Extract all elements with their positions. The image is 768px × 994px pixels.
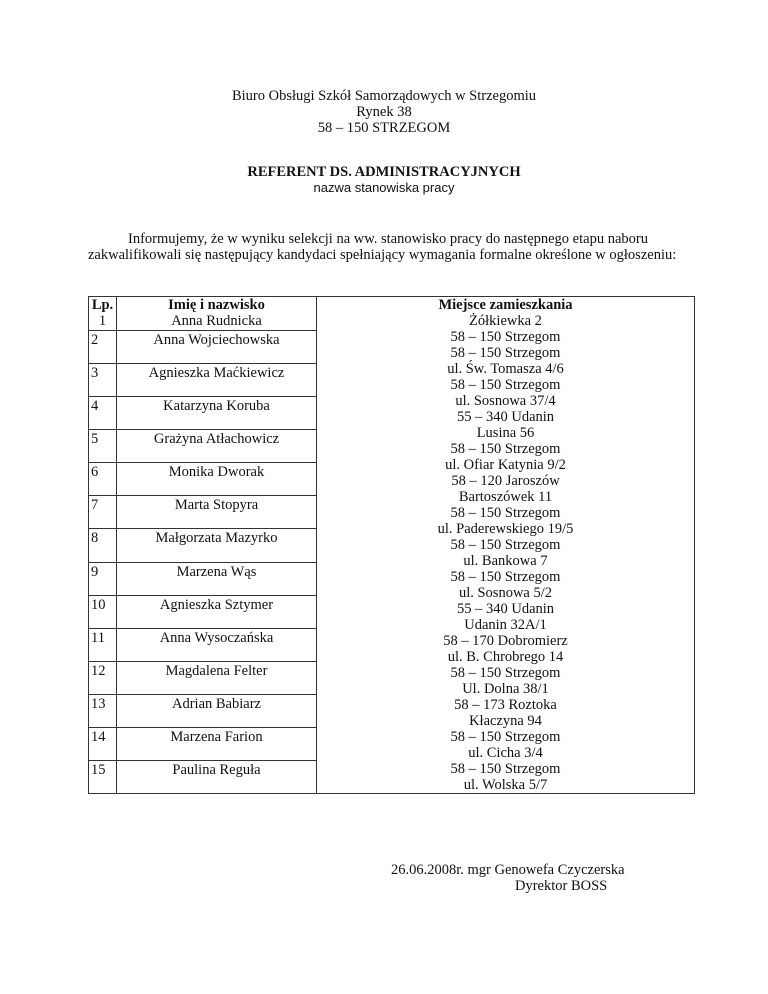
row-number-cell: [89, 760, 117, 793]
row-number: 5: [91, 431, 99, 448]
address-line: 58 – 170 Dobromierz: [443, 633, 568, 649]
address-line: 58 – 120 Jaroszów: [451, 473, 560, 489]
row-number: 2: [91, 332, 99, 349]
address-line: ul. Sosnowa 5/2: [458, 585, 553, 601]
row-number: 13: [91, 695, 106, 712]
row-number: 7: [91, 497, 99, 514]
address-line: Kłaczyna 94: [469, 713, 542, 729]
row-number-cell: [89, 694, 117, 727]
candidate-name: Anna Wojciechowska: [153, 332, 280, 349]
office-city: 58 – 150 STRZEGOM: [317, 120, 451, 136]
candidate-name: Adrian Babiarz: [172, 695, 261, 712]
candidate-name-cell: [117, 364, 317, 397]
candidate-name: Grażyna Atłachowicz: [153, 431, 280, 448]
candidate-name-cell: [117, 661, 317, 694]
row-number: 8: [91, 530, 99, 547]
address-list: [317, 313, 694, 793]
table-header-cell: [117, 297, 317, 331]
candidate-name-cell: [117, 628, 317, 661]
address-line: 58 – 150 Strzegom: [450, 537, 561, 553]
address-line: 58 – 150 Strzegom: [450, 505, 561, 521]
candidates-table: [88, 296, 695, 794]
row-number: 4: [91, 398, 99, 415]
position-title: REFERENT DS. ADMINISTRACYJNYCH: [247, 164, 521, 180]
row-number-cell: [89, 364, 117, 397]
candidate-name-cell: [117, 331, 317, 364]
candidate-name-cell: [117, 529, 317, 562]
table-header-cell: [89, 297, 117, 331]
candidate-name-cell: [117, 397, 317, 430]
row-number-cell: [89, 496, 117, 529]
candidate-name: Agnieszka Maćkiewicz: [148, 365, 285, 382]
office-street: Rynek 38: [356, 104, 412, 120]
row-number: 9: [91, 563, 99, 580]
address-line: Udanin 32A/1: [464, 617, 547, 633]
header-name: Imię i nazwisko: [168, 297, 265, 313]
row-number-cell: [89, 397, 117, 430]
address-line: 58 – 150 Strzegom: [450, 569, 561, 585]
candidate-name: Marta Stopyra: [174, 497, 259, 514]
address-line: ul. Św. Tomasza 4/6: [447, 361, 564, 377]
row-number: 6: [91, 464, 99, 481]
row-number-cell: [89, 628, 117, 661]
row-number: 11: [91, 629, 105, 646]
row-number: 15: [91, 761, 106, 778]
row-number: 1: [98, 313, 107, 329]
row-number-cell: [89, 595, 117, 628]
row-number-cell: [89, 661, 117, 694]
candidate-name: Marzena Farion: [170, 728, 263, 745]
row-number-cell: [89, 463, 117, 496]
address-column: [317, 297, 695, 794]
candidate-name: Monika Dworak: [168, 464, 265, 481]
address-line: 58 – 150 Strzegom: [450, 665, 561, 681]
address-line: ul. Paderewskiego 19/5: [437, 521, 574, 537]
position-subtitle: nazwa stanowiska pracy: [313, 180, 455, 195]
candidate-name-cell: [117, 496, 317, 529]
address-line: Ul. Dolna 38/1: [462, 681, 549, 697]
candidate-name: Agnieszka Sztymer: [159, 596, 274, 613]
address-line: 58 – 173 Roztoka: [454, 697, 557, 713]
row-number: 14: [91, 728, 106, 745]
address-line: ul. Ofiar Katynia 9/2: [445, 457, 566, 473]
row-number-cell: [89, 529, 117, 562]
candidate-name-cell: [117, 760, 317, 793]
row-number-cell: [89, 331, 117, 364]
address-line: 55 – 340 Udanin: [456, 409, 555, 425]
candidate-name-cell: [117, 727, 317, 760]
signature-role: Dyrektor BOSS: [515, 878, 608, 894]
candidate-name: Anna Rudnicka: [171, 313, 262, 329]
candidate-name: Magdalena Felter: [165, 662, 268, 679]
address-line: ul. Sosnowa 37/4: [455, 393, 556, 409]
address-line: 58 – 150 Strzegom: [450, 729, 561, 745]
address-line: 58 – 150 Strzegom: [450, 377, 561, 393]
candidate-name-cell: [117, 694, 317, 727]
candidate-name: Katarzyna Koruba: [163, 398, 270, 415]
candidate-name-cell: [117, 562, 317, 595]
address-line: ul. Wolska 5/7: [463, 777, 548, 793]
intro-paragraph: Informujemy, że w wyniku selekcji na ww. stanowisko pracy do następnego etapu naboru zakwalifikowali się następujący kandydaci spełniający wymagania formalne określone w ogłoszeniu:: [88, 231, 677, 263]
row-number-cell: [89, 727, 117, 760]
address-line: Lusina 56: [476, 425, 535, 441]
address-line: 58 – 150 Strzegom: [450, 441, 561, 457]
table-header-row: [89, 297, 695, 331]
candidate-name-cell: [117, 430, 317, 463]
candidate-name: Marzena Wąs: [176, 563, 257, 580]
address-line: Bartoszówek 11: [458, 489, 553, 505]
address-line: 58 – 150 Strzegom: [450, 345, 561, 361]
candidate-name: Paulina Reguła: [172, 761, 261, 778]
address-line: 55 – 340 Udanin: [456, 601, 555, 617]
header-address: Miejsce zamieszkania: [438, 297, 573, 313]
row-number-cell: [89, 562, 117, 595]
candidate-name-cell: [117, 463, 317, 496]
address-line: 58 – 150 Strzegom: [450, 761, 561, 777]
address-line: Żółkiewka 2: [469, 313, 542, 329]
address-line: ul. Cicha 3/4: [468, 745, 543, 761]
row-number: 10: [91, 596, 106, 613]
address-line: 58 – 150 Strzegom: [450, 329, 561, 345]
row-number: 12: [91, 662, 106, 679]
address-line: ul. B. Chrobrego 14: [447, 649, 564, 665]
address-line: ul. Bankowa 7: [463, 553, 548, 569]
row-number: 3: [91, 365, 99, 382]
header-lp: Lp.: [91, 297, 114, 313]
candidate-name: Małgorzata Mazyrko: [155, 530, 278, 547]
row-number-cell: [89, 430, 117, 463]
signature-date-name: 26.06.2008r. mgr Genowefa Czyczerska: [391, 862, 625, 878]
candidate-name: Anna Wysoczańska: [159, 629, 274, 646]
candidate-name-cell: [117, 595, 317, 628]
office-name: Biuro Obsługi Szkół Samorządowych w Strzegomiu: [231, 88, 537, 104]
